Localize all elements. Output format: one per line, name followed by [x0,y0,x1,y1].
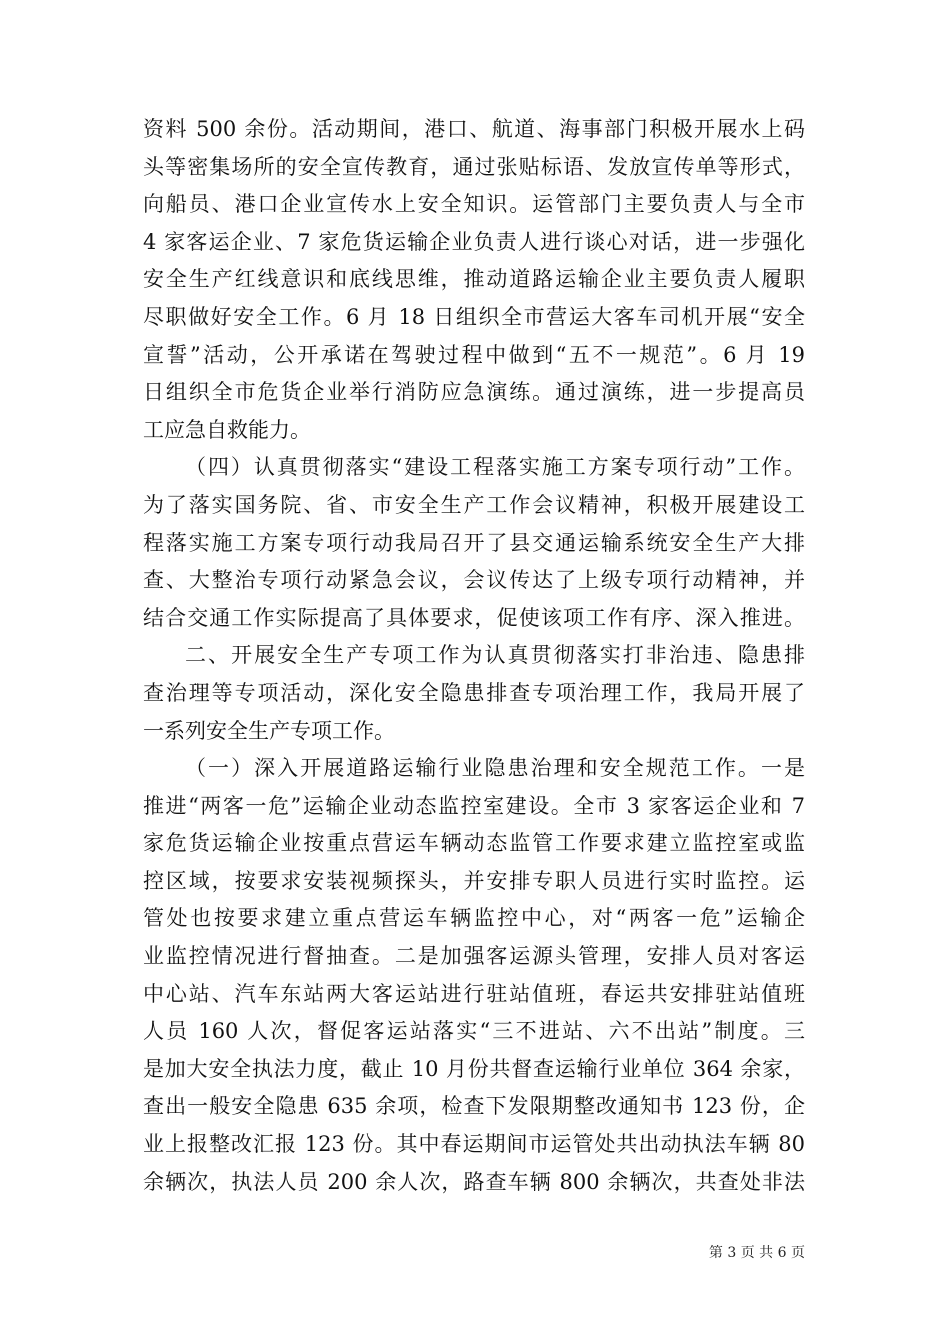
document-body [143,111,805,1201]
section-heading-line: （四）认真贯彻落实“建设工程落实施工方案专项行动”工作。 [185,455,805,480]
text-line: 业上报整改汇报 123 份。其中春运期间市运管处共出动执法车辆 80 [143,1132,805,1157]
text-line: 管处也按要求建立重点营运车辆监控中心，对“两客一危”运输企 [143,906,805,931]
section-heading-line: （一）深入开展道路运输行业隐患治理和安全规范工作。一是 [185,756,805,781]
text-line: 4 家客运企业、7 家危货运输企业负责人进行谈心对话，进一步强化 [143,229,805,254]
text-line: 一系列安全生产专项工作。 [143,718,395,743]
text-line: 资料 500 余份。活动期间，港口、航道、海事部门积极开展水上码 [143,117,805,141]
text-line: 业监控情况进行督抽查。二是加强客运源头管理，安排人员对客运 [143,944,805,969]
paragraph-part-two [143,637,805,750]
text-line: 日组织全市危货企业举行消防应急演练。通过演练，进一步提高员 [143,380,805,405]
text-line: 宣誓”活动，公开承诺在驾驶过程中做到“五不一规范”。6 月 19 [143,342,805,367]
text-line: 中心站、汽车东站两大客运站进行驻站值班，春运共安排驻站值班 [143,981,805,1006]
paragraph-section-one [143,750,805,1201]
text-line: 家危货运输企业按重点营运车辆动态监管工作要求建立监控室或监 [143,831,805,856]
text-line: 人员 160 人次，督促客运站落实“三不进站、六不出站”制度。三 [143,1019,805,1044]
text-line: 结合交通工作实际提高了具体要求，促使该项工作有序、深入推进。 [143,605,805,630]
paragraph-activity-summary [143,111,805,449]
text-line: 控区域，按要求安装视频探头，并安排专职人员进行实时监控。运 [143,868,805,893]
page-number-footer: 第 3 页 共 6 页 [708,1245,805,1261]
text-line: 尽职做好安全工作。6 月 18 日组织全市营运大客车司机开展“安全 [143,304,805,329]
text-line: 余辆次，执法人员 200 余人次，路查车辆 800 余辆次，共查处非法 [143,1169,805,1194]
text-line: 头等密集场所的安全宣传教育，通过张贴标语、发放宣传单等形式， [143,154,805,179]
text-line: 向船员、港口企业宣传水上安全知识。运管部门主要负责人与全市 [143,192,805,217]
paragraph-section-four [143,449,805,637]
text-line: 推进“两客一危”运输企业动态监控室建设。全市 3 家客运企业和 7 [143,793,805,818]
text-line: 工应急自救能力。 [143,417,311,442]
text-line: 查出一般安全隐患 635 余项，检查下发限期整改通知书 123 份，企 [143,1094,805,1119]
text-line: 是加大安全执法力度，截止 10 月份共督查运输行业单位 364 余家， [143,1056,805,1081]
text-line: 查、大整治专项行动紧急会议，会议传达了上级专项行动精神，并 [143,568,805,593]
text-line: 安全生产红线意识和底线思维，推动道路运输企业主要负责人履职 [143,267,805,292]
text-line: 程落实施工方案专项行动我局召开了县交通运输系统安全生产大排 [143,530,805,555]
section-heading-line: 二、开展安全生产专项工作为认真贯彻落实打非治违、隐患排 [185,643,805,668]
text-line: 为了落实国务院、省、市安全生产工作会议精神，积极开展建设工 [143,492,805,517]
text-line: 查治理等专项活动，深化安全隐患排查专项治理工作，我局开展了 [143,680,805,705]
